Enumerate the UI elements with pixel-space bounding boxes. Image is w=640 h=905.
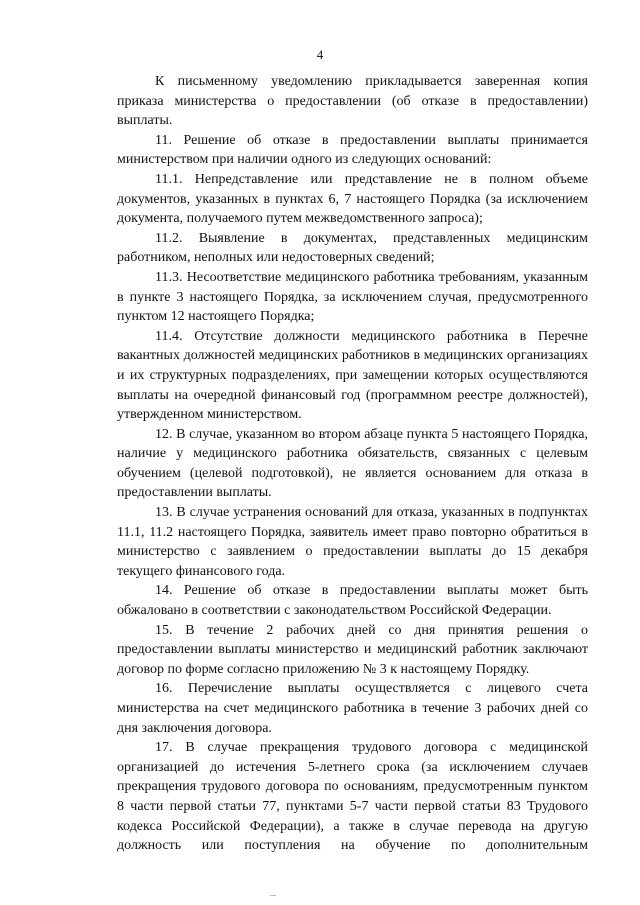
paragraph-13: 13. В случае устранения оснований для отказа, указанных в подпунктах 11.1, 11.2 настоящего Порядка, заявитель имеет право повторно обратиться в министерство с заявлением о предоставлении выплаты до 15 декабря текущего финансового года. <box>117 505 588 579</box>
page-number: 4 <box>316 47 324 62</box>
paragraph-11: 11. Решение об отказе в предоставлении выплаты принимается министерством при наличии одного из следующих оснований: <box>117 132 588 168</box>
paragraph-12: 12. В случае, указанном во втором абзаце пункта 5 настоящего Порядка, наличие у медицинского работника обязательств, связанных с целевым обучением (целевой подготовкой), не является основанием для отказа в предоставлении выплаты. <box>117 426 588 501</box>
paragraph-11-3: 11.3. Несоответствие медицинского работника требованиям, указанным в пункте 3 настоящего Порядка, за исключением случая, предусмотренного пунктом 12 настоящего Порядка; <box>117 269 588 325</box>
paragraph-attachment: К письменному уведомлению прикладывается заверенная копия приказа министерства о предоставлении (об отказе в предоставлении) выплаты. <box>117 74 588 129</box>
paragraph-14: 14. Решение об отказе в предоставлении выплаты может быть обжаловано в соответствии с законодательством Российской Федерации. <box>117 583 588 619</box>
paragraph-11-1: 11.1. Непредставление или представление не в полном объеме документов, указанных в пунктах 6, 7 настоящего Порядка (за исключением документа, получаемого путем межведомственного запроса); <box>117 171 588 227</box>
paragraph-15: 15. В течение 2 рабочих дней со дня принятия решения о предоставлении выплаты министерство и медицинский работник заключают договор по форме согласно приложению № 3 к настоящему Порядку. <box>117 622 588 677</box>
paragraph-11-2: 11.2. Выявление в документах, представленных медицинским работником, неполных или недостоверных сведений; <box>117 230 588 266</box>
document-body <box>117 72 588 856</box>
scan-mark <box>270 895 276 896</box>
paragraph-16: 16. Перечисление выплаты осуществляется с лицевого счета министерства на счет медицинского работника в течение 3 рабочих дней со дня заключения договора. <box>117 681 588 736</box>
paragraph-11-4: 11.4. Отсутствие должности медицинского работника в Перечне вакантных должностей медицинских работников в медицинских организациях и их структурных подразделениях, при замещении которых осуществляются выплаты на очередной финансовый год (программном реестре должностей), утвержденном министерством. <box>117 328 588 423</box>
paragraph-17: 17. В случае прекращения трудового договора с медицинской организацией до истечения 5-летнего срока (за исключением случаев прекращения трудового договора по основаниям, предусмотренным пунктом 8 части первой статьи 77, пунктами 5-7 части первой статьи 83 Трудового кодекса Российской Федерации), а также в случае перевода на другую должность или поступления на обучение по дополнительным <box>117 740 588 854</box>
